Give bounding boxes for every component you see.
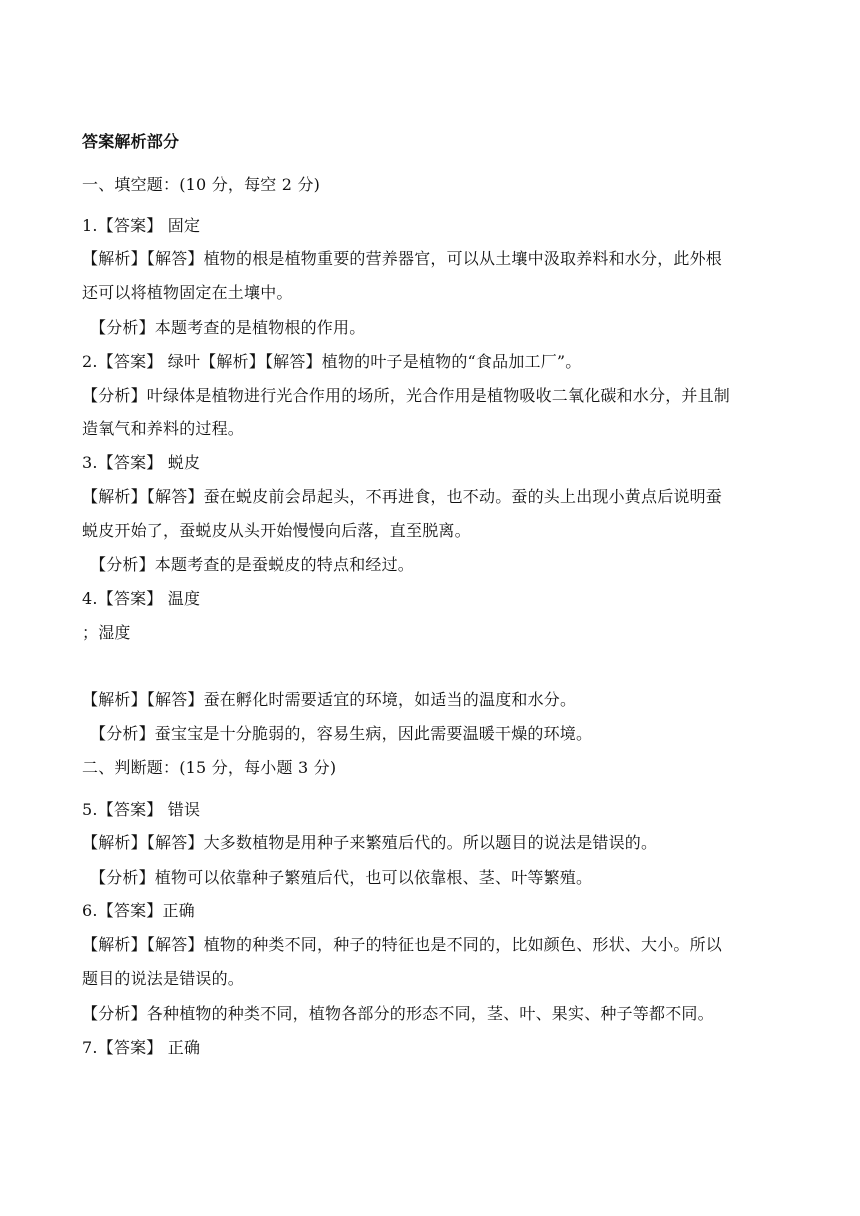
q3-answer: 3.【答案】 蜕皮 — [82, 453, 201, 472]
section-heading-fill-blank: 一、填空题：(10 分，每空 2 分) — [82, 175, 321, 194]
q3-comment: 【分析】本题考查的是蚕蜕皮的特点和经过。 — [90, 555, 415, 574]
q5-answer: 5.【答案】 错误 — [82, 800, 201, 819]
section-heading-true-false: 二、判断题：(15 分，每小题 3 分) — [82, 758, 337, 777]
q4-answer: 4.【答案】 温度 — [82, 589, 201, 608]
q4-answer-extra: ；湿度 — [82, 623, 131, 642]
q3-analysis-line1: 【解析】【解答】蚕在蜕皮前会昂起头，不再进食，也不动。蚕的头上出现小黄点后说明蚕 — [82, 487, 723, 506]
q6-analysis-line1: 【解析】【解答】植物的种类不同，种子的特征也是不同的，比如颜色、形状、大小。所以 — [82, 935, 723, 954]
q7-answer: 7.【答案】 正确 — [82, 1038, 201, 1057]
q2-answer: 2.【答案】 绿叶【解析】【解答】植物的叶子是植物的“食品加工厂”。 — [82, 352, 582, 371]
q6-answer: 6.【答案】正确 — [82, 901, 195, 920]
q1-answer: 1.【答案】 固定 — [82, 216, 201, 235]
q1-comment: 【分析】本题考查的是植物根的作用。 — [90, 318, 366, 337]
q1-analysis-line1: 【解析】【解答】植物的根是植物重要的营养器官，可以从土壤中汲取养料和水分，此外根 — [82, 249, 723, 268]
q5-analysis: 【解析】【解答】大多数植物是用种子来繁殖后代的。所以题目的说法是错误的。 — [82, 833, 658, 852]
q1-analysis-line2: 还可以将植物固定在土壤中。 — [82, 283, 293, 302]
document-title: 答案解析部分 — [82, 132, 180, 151]
q3-analysis-line2: 蜕皮开始了，蚕蜕皮从头开始慢慢向后落，直至脱离。 — [82, 521, 471, 540]
q2-comment-line1: 【分析】叶绿体是植物进行光合作用的场所，光合作用是植物吸收二氧化碳和水分，并且制 — [82, 386, 731, 405]
q5-comment: 【分析】植物可以依靠种子繁殖后代，也可以依靠根、茎、叶等繁殖。 — [90, 868, 593, 887]
q6-analysis-line2: 题目的说法是错误的。 — [82, 969, 245, 988]
q2-comment-line2: 造氧气和养料的过程。 — [82, 419, 245, 438]
q6-comment: 【分析】各种植物的种类不同，植物各部分的形态不同，茎、叶、果实、种子等都不同。 — [82, 1004, 714, 1023]
q4-comment: 【分析】蚕宝宝是十分脆弱的，容易生病，因此需要温暖干燥的环境。 — [90, 724, 593, 743]
q4-analysis: 【解析】【解答】蚕在孵化时需要适宜的环境，如适当的温度和水分。 — [82, 690, 577, 709]
